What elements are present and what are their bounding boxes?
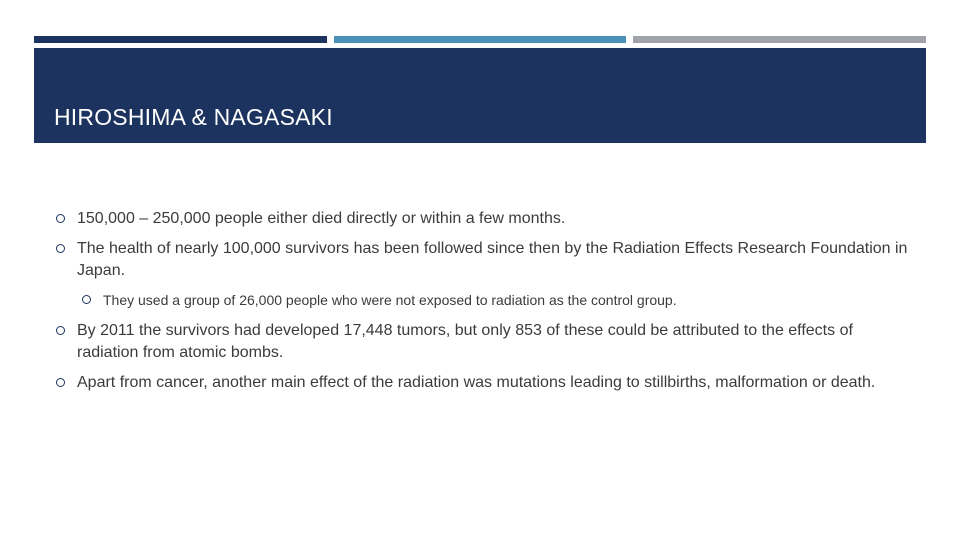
accent-stripe-gray (633, 36, 926, 43)
bullet-text: 150,000 – 250,000 people either died directly or within a few months. (77, 210, 566, 227)
bullet-item (55, 238, 915, 282)
accent-stripe-blue (334, 36, 626, 43)
circle-bullet-icon (82, 295, 91, 304)
circle-bullet-icon (56, 326, 65, 335)
accent-stripe-dark (34, 36, 327, 43)
sub-bullet-text: They used a group of 26,000 people who were not exposed to radiation as the control group. (103, 292, 677, 308)
bullet-text: By 2011 the survivors had developed 17,448 tumors, but only 853 of these could be attributed to the effects of radiation from atomic bombs. (77, 322, 853, 361)
circle-bullet-icon (56, 378, 65, 387)
bullet-list (55, 208, 915, 402)
slide-title: HIROSHIMA & NAGASAKI (54, 104, 333, 130)
bullet-item (55, 208, 915, 230)
bullet-text: The health of nearly 100,000 survivors has been followed since then by the Radiation Effects Research Foundation in Japan. (77, 240, 908, 279)
circle-bullet-icon (56, 214, 65, 223)
sub-bullet-item (55, 290, 915, 310)
title-band (34, 48, 926, 143)
bullet-item (55, 372, 915, 394)
circle-bullet-icon (56, 244, 65, 253)
bullet-text: Apart from cancer, another main effect of the radiation was mutations leading to stillbirths, malformation or death. (77, 374, 876, 391)
bullet-item (55, 320, 915, 364)
